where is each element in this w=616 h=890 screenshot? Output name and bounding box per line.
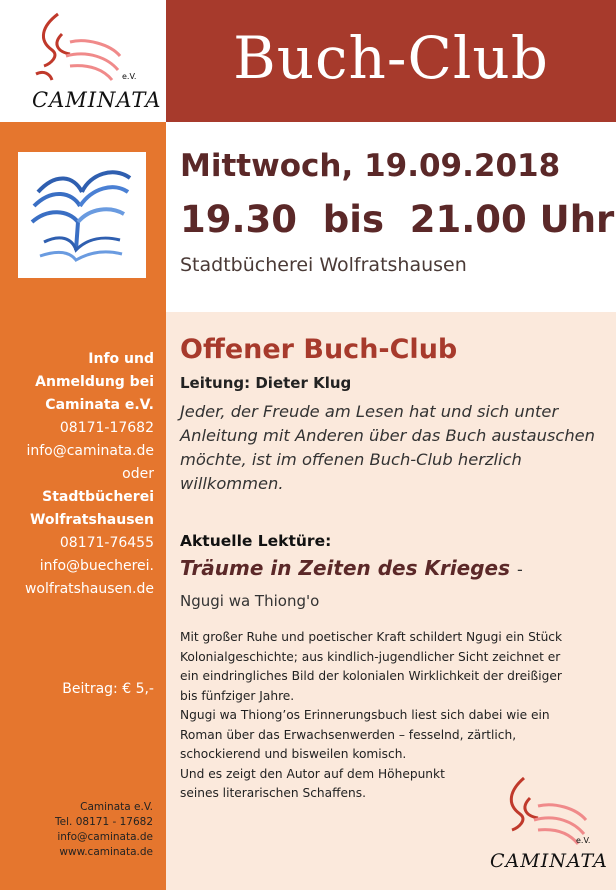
desc-line: Ngugi wa Thiong’os Erinnerungsbuch liest sich dabei wie ein [180, 708, 550, 722]
phone-library: 08171-76455 [59, 535, 154, 551]
contact-line: Caminata e.V. [80, 801, 153, 813]
open-book-illustration [18, 152, 146, 278]
event-venue: Stadtbücherei Wolfratshausen [180, 254, 467, 276]
leader-line: Leitung: Dieter Klug [180, 374, 352, 392]
event-date: Mittwoch, 19.09.2018 [180, 148, 561, 184]
intro-text: Jeder, der Freude am Lesen hat und sich unter Anleitung mit Anderen über das Buch austauschen möchte, ist im offenen Buch-Club herzlich willkommen. [180, 402, 595, 493]
open-book-icon [18, 152, 146, 278]
info-line: Info und [88, 351, 154, 367]
contact-line: info@caminata.de [57, 831, 153, 843]
phone-caminata: 08171-17682 [59, 420, 154, 436]
contact-block [0, 800, 153, 860]
desc-line: Und es zeigt den Autor auf dem Höhepunkt [180, 766, 445, 781]
title-band [166, 0, 616, 122]
contact-line: www.caminata.de [59, 846, 153, 858]
desc-line: Kolonialgeschichte; aus kindlich-jugendlicher Sicht zeichnet er [180, 649, 561, 664]
desc-line: ein eindringliches Bild der kolonialen Wirklichkeit der dreißiger [180, 669, 562, 683]
title-dash: - [517, 560, 523, 579]
library-line: Wolfratshausen [29, 512, 154, 528]
desc-line: Roman über das Erwachsenwerden – fesselnd, zärtlich, [180, 727, 517, 742]
logo-footer-text: CAMINATA [490, 850, 608, 872]
library-line: Stadtbücherei [42, 489, 154, 505]
info-block [0, 348, 154, 601]
desc-line: bis fünfziger Jahre. [180, 688, 295, 703]
book-author: Ngugi wa Thiong'o [180, 592, 320, 610]
section-heading: Offener Buch-Club [180, 334, 458, 365]
email-library-line: wolfratshausen.de [24, 581, 154, 597]
logo-text: CAMINATA [32, 88, 162, 112]
logo-ev: e.V. [122, 72, 137, 81]
info-line: Anmeldung bei [35, 374, 154, 390]
book-title-line [180, 556, 523, 580]
caminata-logo-footer [484, 764, 608, 882]
desc-line: seines literarischen Schaffens. [180, 786, 366, 800]
logo-footer-ev: e.V. [576, 836, 591, 845]
current-reading-label: Aktuelle Lektüre: [180, 532, 332, 550]
or-text: oder [122, 466, 154, 482]
contact-line: Tel. 08171 - 17682 [55, 816, 153, 828]
desc-line: Mit großer Ruhe und poetischer Kraft schildert Ngugi ein Stück [180, 630, 563, 644]
info-line: Caminata e.V. [45, 397, 154, 413]
main-content [166, 312, 616, 890]
email-library-line: info@buecherei. [39, 558, 154, 574]
book-title: Träume in Zeiten des Krieges [180, 556, 511, 580]
event-info [166, 122, 616, 312]
fee-text: Beitrag: € 5,- [62, 681, 154, 697]
event-time: 19.30 bis 21.00 Uhr [180, 198, 615, 241]
caminata-logo [0, 0, 166, 122]
page-title: Buch-Club [233, 24, 549, 92]
sidebar [0, 122, 166, 890]
desc-line: schockierend und bisweilen komisch. [180, 747, 407, 761]
email-caminata: info@caminata.de [26, 443, 154, 459]
